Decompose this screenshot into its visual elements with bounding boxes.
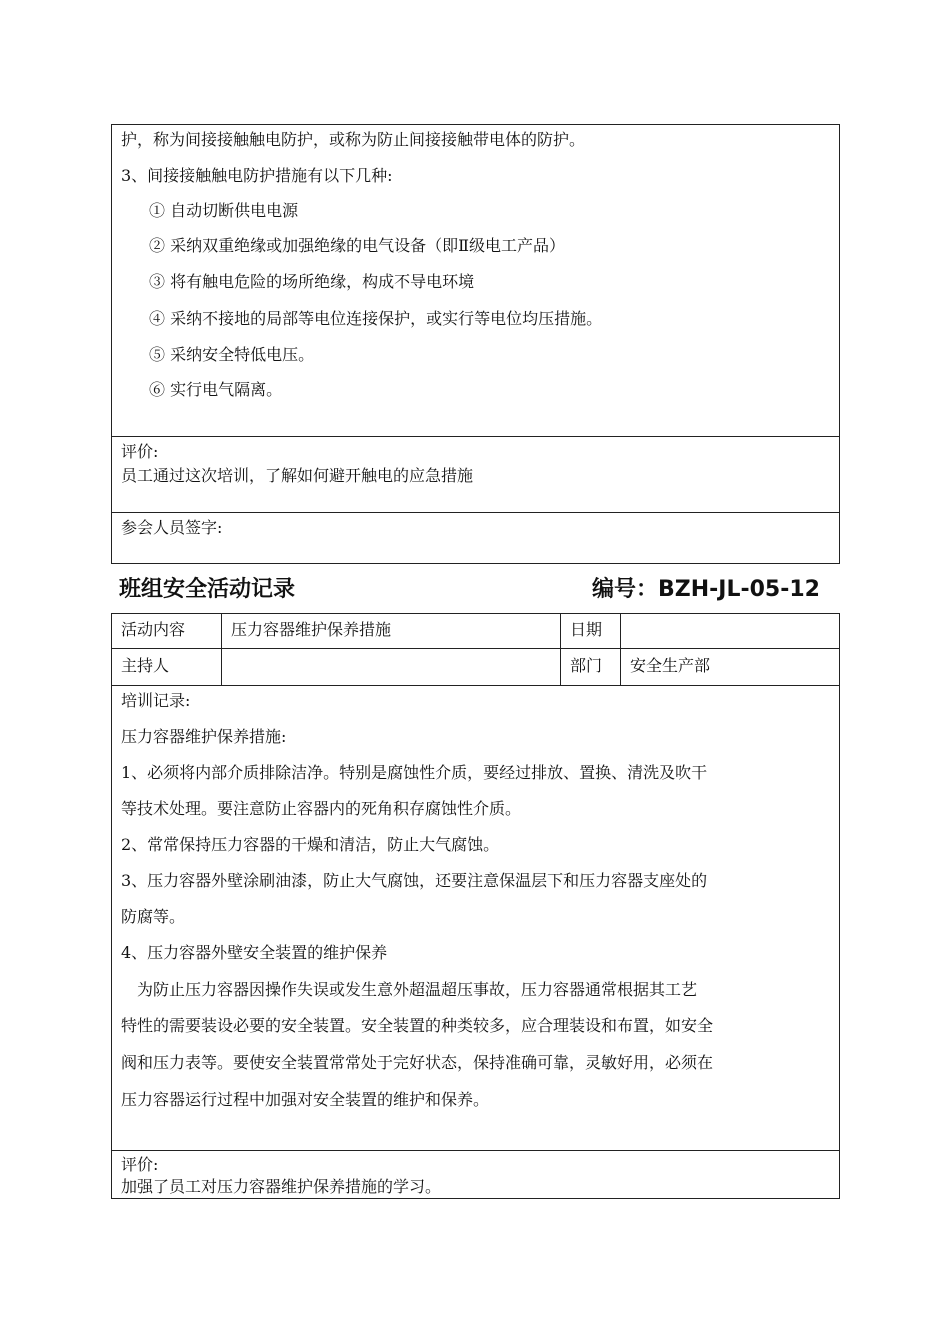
record1-line: ⑤ 采纳安全特低电压。	[149, 345, 315, 364]
training-line: 特性的需要装设必要的安全装置。安全装置的种类较多，应合理装设和布置，如安全	[121, 1016, 714, 1035]
record2-evaluation-text: 加强了员工对压力容器维护保养措施的学习。	[121, 1177, 442, 1196]
training-line: 防腐等。	[121, 907, 186, 926]
record1-line: ① 自动切断供电电源	[149, 201, 299, 220]
dept-label: 部门	[570, 656, 603, 675]
training-line: 等技术处理。要注意防止容器内的死角积存腐蚀性介质。	[121, 799, 522, 818]
record2-evaluation-label: 评价:	[121, 1155, 159, 1174]
training-line: 培训记录:	[121, 691, 191, 710]
record2-code: 编号：BZH-JL-05-12	[592, 577, 820, 602]
training-line: 4、压力容器外壁安全装置的维护保养	[121, 943, 388, 962]
training-line: 1、必须将内部介质排除洁净。特别是腐蚀性介质，要经过排放、置换、清洗及吹干	[121, 763, 708, 782]
training-line: 为防止压力容器因操作失误或发生意外超温超压事故，压力容器通常根据其工艺	[121, 980, 698, 999]
record1-line: ④ 采纳不接地的局部等电位连接保护，或实行等电位均压措施。	[149, 309, 603, 328]
activity-label: 活动内容	[121, 620, 186, 639]
record1-line: ② 采纳双重绝缘或加强绝缘的电气设备（即Ⅱ级电工产品）	[149, 236, 565, 255]
record1-line: 3、间接接触触电防护措施有以下几种:	[121, 166, 393, 185]
record1-evaluation-text: 员工通过这次培训，了解如何避开触电的应急措施	[121, 466, 474, 485]
training-line: 阀和压力表等。要使安全装置常常处于完好状态，保持准确可靠，灵敏好用，必须在	[121, 1053, 714, 1072]
training-line: 3、压力容器外壁涂刷油漆，防止大气腐蚀，还要注意保温层下和压力容器支座处的	[121, 871, 708, 890]
record2-row-divider	[111, 685, 840, 686]
date-label: 日期	[570, 620, 603, 639]
record1-divider-signature	[111, 512, 840, 513]
record1-line: ③ 将有触电危险的场所绝缘，构成不导电环境	[149, 272, 475, 291]
training-line: 压力容器维护保养措施:	[121, 727, 287, 746]
record1-evaluation-label: 评价:	[121, 442, 159, 461]
record2-col-divider	[620, 613, 621, 685]
record1-line: ⑥ 实行电气隔离。	[149, 380, 283, 399]
record2-col-divider	[221, 613, 222, 685]
record1-line: 护，称为间接接触触电防护，或称为防止间接接触带电体的防护。	[121, 130, 586, 149]
record1-divider-evaluation	[111, 436, 840, 437]
record2-table	[111, 613, 840, 1199]
record2-col-divider	[560, 613, 561, 685]
record2-title: 班组安全活动记录	[119, 577, 296, 602]
record2-row-divider-evaluation	[111, 1150, 840, 1151]
record1-table	[111, 124, 840, 564]
activity-value: 压力容器维护保养措施	[231, 620, 392, 639]
host-label: 主持人	[121, 656, 170, 675]
training-line: 压力容器运行过程中加强对安全装置的维护和保养。	[121, 1090, 490, 1109]
dept-value: 安全生产部	[630, 656, 711, 675]
training-line: 2、常常保持压力容器的干燥和清洁，防止大气腐蚀。	[121, 835, 500, 854]
record1-signature-label: 参会人员签字:	[121, 518, 223, 537]
